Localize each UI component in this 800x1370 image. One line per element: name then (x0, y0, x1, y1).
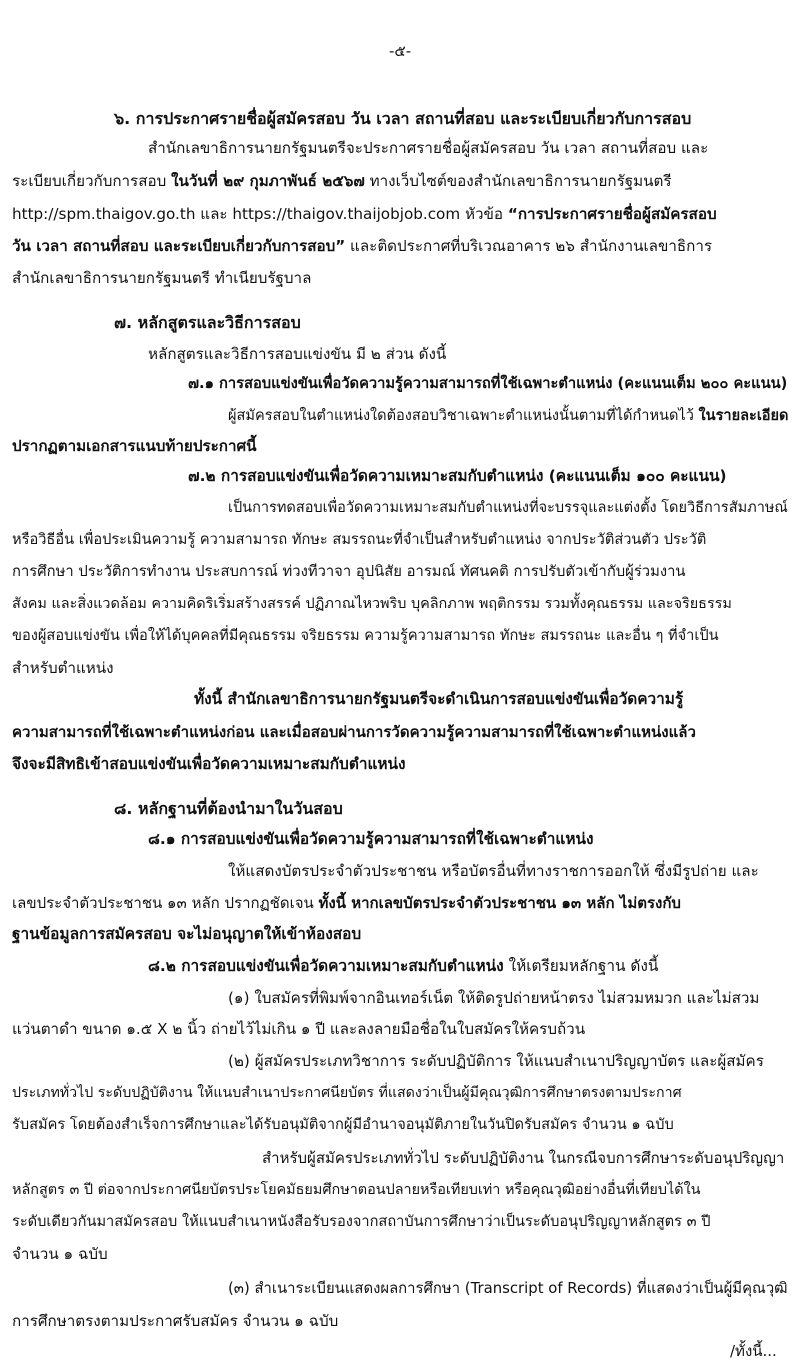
topic-emphasis: “การประกาศรายชื่อผู้สมัครสอบ (507, 205, 717, 223)
item-2-line-3: รับสมัคร โดยต้องสำเร็จการศึกษาและได้รับอนุมัติจากผู้มีอำนาจอนุมัติภายในวันปิดรับสมัคร จำนวน ๑ ฉบับ (12, 1116, 674, 1133)
text-run: ระเบียบเกี่ยวกับการสอบ (12, 172, 172, 190)
section-7-2-line-3: การศึกษา ประวัติการทำงาน ประสบการณ์ ท่วงทีวาจา อุปนิสัย อารมณ์ ทัศนคติ การปรับตัวเข้ากับผู้ร่วมงาน (12, 563, 686, 580)
date-emphasis: ในวันที่ ๒๙ กุมภาพันธ์ ๒๕๖๗ (171, 172, 365, 190)
section-8-1-line-2 (12, 892, 681, 914)
section-6-line-5: สำนักเลขาธิการนายกรัฐมนตรี ทำเนียบรัฐบาล (12, 269, 312, 287)
item-2-line-7: จำนวน ๑ ฉบับ (12, 1245, 108, 1263)
section-6-line-4 (12, 235, 712, 257)
section-7-2-heading: ๗.๒ การสอบแข่งขันเพื่อวัดความเหมาะสมกับตำแหน่ง (คะแนนเต็ม ๑๐๐ คะแนน) (188, 467, 727, 485)
page-number: -๕- (389, 42, 412, 60)
section-8-1-line-3: ฐานข้อมูลการสมัครสอบ จะไม่อนุญาตให้เข้าห้องสอบ (12, 925, 362, 943)
section-6-heading: ๖. การประกาศรายชื่อผู้สมัครสอบ วัน เวลา สถานที่สอบ และระเบียบเกี่ยวกับการสอบ (114, 109, 692, 128)
note-line-1: ทั้งนี้ สำนักเลขาธิการนายกรัฐมนตรีจะดำเนินการสอบแข่งขันเพื่อวัดความรู้ (194, 690, 684, 708)
item-2-line-2: ประเภททั่วไป ระดับปฏิบัติงาน ให้แนบสำเนาประกาศนียบัตร ที่แสดงว่าเป็นผู้มีคุณวุฒิการศึกษาตรงตามประกาศ (12, 1085, 682, 1101)
text-run: ทางเว็บไซต์ของสำนักเลขาธิการนายกรัฐมนตรี (364, 172, 672, 190)
section-6-line-1: สำนักเลขาธิการนายกรัฐมนตรีจะประกาศรายชื่อผู้สมัครสอบ วัน เวลา สถานที่สอบ และ (148, 139, 709, 157)
text-run: และติดประกาศที่บริเวณอาคาร ๒๖ สำนักงานเลขาธิการ (345, 237, 713, 255)
section-8-2-heading (148, 955, 658, 977)
item-1-line-2: แว่นตาดำ ขนาด ๑.๕ X ๒ นิ้ว ถ่ายไว้ไม่เกิน ๑ ปี และลงลายมือชื่อในใบสมัครให้ครบถ้วน (12, 1020, 586, 1038)
section-7-intro: หลักสูตรและวิธีการสอบแข่งขัน มี ๒ ส่วน ดังนี้ (148, 345, 447, 363)
section-7-2-line-5: ของผู้สอบแข่งขัน เพื่อให้ได้บุคคลที่มีคุณธรรม จริยธรรม ความรู้ความสามารถ ทักษะ สมรรถนะ และอื่น ๆ ที่จำเป็น (12, 627, 719, 644)
section-6-line-2 (12, 170, 672, 192)
text-emphasis: ในรายละเอียด (698, 407, 789, 424)
note-line-2: ความสามารถที่ใช้เฉพาะตำแหน่งก่อน และเมื่อสอบผ่านการวัดความรู้ความสามารถที่ใช้เฉพาะตำแหน่งแล้ว (12, 723, 696, 741)
text-emphasis: ทั้งนี้ หากเลขบัตรประจำตัวประชาชน ๑๓ หลัก ไม่ตรงกับ (318, 894, 681, 912)
section-7-1-heading: ๗.๑ การสอบแข่งขันเพื่อวัดความรู้ความสามารถที่ใช้เฉพาะตำแหน่ง (คะแนนเต็ม ๒๐๐ คะแนน) (188, 375, 788, 392)
website-urls: http://spm.thaigov.go.th และ https://thaigov.thaijobjob.com หัวข้อ (12, 205, 508, 223)
item-3-line-1: (๓) สำเนาระเบียนแสดงผลการศึกษา (Transcript of Records) ที่แสดงว่าเป็นผู้มีคุณวุฒิ (228, 1279, 788, 1297)
section-7-heading: ๗. หลักสูตรและวิธีการสอบ (114, 313, 301, 332)
item-2-line-6: ระดับเดียวกันมาสมัครสอบ ให้แนบสำเนาหนังสือรับรองจากสถาบันการศึกษาว่าเป็นระดับอนุปริญญาหลักสูตร ๓ ปี (12, 1213, 711, 1230)
text-run: ผู้สมัครสอบในตำแหน่งใดต้องสอบวิชาเฉพาะตำแหน่งนั้นตามที่ได้กำหนดไว้ (228, 407, 699, 424)
section-7-1-line-2: ปรากฏตามเอกสารแนบท้ายประกาศนี้ (12, 437, 257, 455)
item-2-line-1: (๒) ผู้สมัครประเภทวิชาการ ระดับปฏิบัติการ ให้แนบสำเนาปริญญาบัตร และผู้สมัคร (228, 1052, 764, 1070)
item-2-line-4: สำหรับผู้สมัครประเภททั่วไป ระดับปฏิบัติงาน ในกรณีจบการศึกษาระดับอนุปริญญา (262, 1149, 785, 1167)
section-8-1-heading: ๘.๑ การสอบแข่งขันเพื่อวัดความรู้ความสามารถที่ใช้เฉพาะตำแหน่ง (148, 830, 594, 848)
note-line-3: จึงจะมีสิทธิเข้าสอบแข่งขันเพื่อวัดความเหมาะสมกับตำแหน่ง (12, 755, 406, 773)
section-7-2-line-1: เป็นการทดสอบเพื่อวัดความเหมาะสมกับตำแหน่งที่จะบรรจุและแต่งตั้ง โดยวิธีการสัมภาษณ์ (228, 500, 788, 516)
section-8-heading: ๘. หลักฐานที่ต้องนำมาในวันสอบ (114, 799, 343, 818)
topic-emphasis: วัน เวลา สถานที่สอบ และระเบียบเกี่ยวกับการสอบ” (12, 237, 346, 255)
section-7-2-line-4: สังคม และสิ่งแวดล้อม ความคิดริเริ่มสร้างสรรค์ ปฏิภาณไหวพริบ บุคลิกภาพ พฤติกรรม รวมทั้งคุณธรรม และจริยธรรม (12, 596, 732, 612)
item-1-line-1: (๑) ใบสมัครที่พิมพ์จากอินเทอร์เน็ต ให้ติดรูปถ่ายหน้าตรง ไม่สวมหมวก และไม่สวม (228, 989, 760, 1007)
section-8-1-line-1: ให้แสดงบัตรประจำตัวประชาชน หรือบัตรอื่นที่ทางราชการออกให้ ซึ่งมีรูปถ่าย และ (228, 862, 759, 880)
section-7-1-line-1 (228, 405, 789, 427)
section-7-2-line-2: หรือวิธีอื่น เพื่อประเมินความรู้ ความสามารถ ทักษะ สมรรถนะที่จำเป็นสำหรับตำแหน่ง จากประวัติส่วนตัว ประวัติ (12, 531, 707, 548)
text-run: เลขประจำตัวประชาชน ๑๓ หลัก ปรากฏชัดเจน (12, 894, 319, 912)
section-6-line-3 (12, 203, 717, 225)
section-7-2-line-6: สำหรับตำแหน่ง (12, 659, 114, 677)
item-2-line-5: หลักสูตร ๓ ปี ต่อจากประกาศนียบัตรประโยคมัธยมศึกษาตอนปลายหรือเทียบเท่า หรือคุณวุฒิอย่างอื่นที่เทียบได้ใน (12, 1182, 701, 1198)
item-3-line-2: การศึกษาตรงตามประกาศรับสมัคร จำนวน ๑ ฉบับ (12, 1312, 339, 1330)
heading-emphasis: ๘.๒ การสอบแข่งขันเพื่อวัดความเหมาะสมกับตำแหน่ง (148, 957, 504, 975)
continuation-marker: /ทั้งนี้... (730, 1342, 777, 1360)
text-run: ให้เตรียมหลักฐาน ดังนี้ (503, 957, 659, 975)
